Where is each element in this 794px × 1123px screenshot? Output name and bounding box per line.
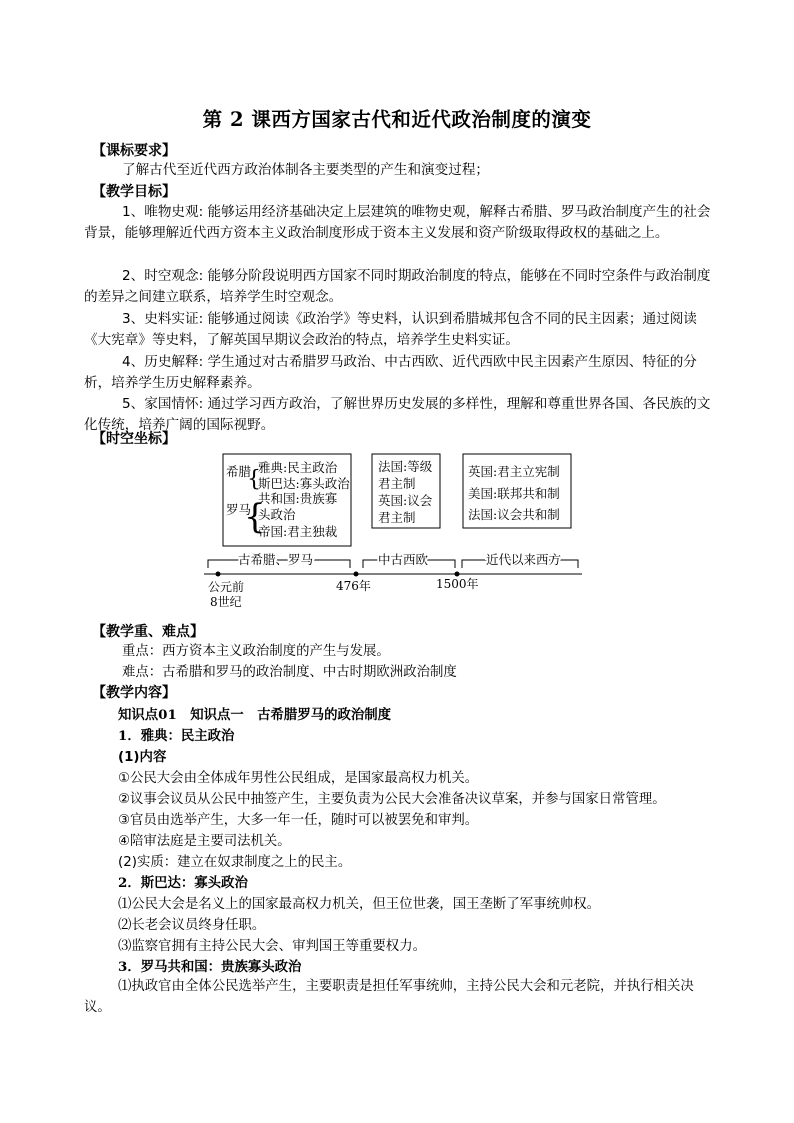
tick-label: 1500年 [436,577,479,591]
tick-dot [216,572,221,577]
keypoint-difficulty: 难点：古希腊和罗马的政治制度、中古时期欧洲政治制度 [122,665,457,680]
subsection-rome: 3．罗马共和国：贵族寡头政治 [118,959,302,975]
section-heading-timeline: 【时空坐标】 [92,431,176,447]
list-item: ⑵长老会议员终身任职。 [118,918,266,933]
period-label: 古希腊、罗马 [238,552,314,567]
list-item: ②议事会议员从公民中抽签产生，主要负责为公民大会准备决议草案，并参与国家日常管理。 [118,792,666,807]
list-item: ⑴执政官由全体公民选举产生，主要职责是担任军事统帅，主持公民大会和元老院，并执行相关决议。 [84,979,694,1016]
section-heading-curriculum: 【课标要求】 [92,143,176,159]
list-item: ③官员由选举产生，大多一年一任，随时可以被罢免和审判。 [118,813,479,828]
section-heading-keypoints: 【教学重、难点】 [92,624,204,640]
list-item: ④陪审法庭是主要司法机关。 [118,834,291,849]
medieval-line: 英国:议会 [378,493,433,508]
brace-greece: { [247,467,261,492]
list-item: ①公民大会由全体成年男性公民组成，是国家最高权力机关。 [118,771,479,786]
essence-line: (2)实质：建立在奴隶制度之上的民主。 [118,855,352,870]
subsection-sparta: 2．斯巴达：寡头政治 [118,875,248,891]
republic-text-1: 共和国:贵族寡 [258,491,338,506]
tick-label: 公元前 [208,580,245,594]
label-rome: 罗马 [226,502,252,517]
tick-label: 8世纪 [210,595,242,609]
section-heading-objectives: 【教学目标】 [92,184,176,200]
republic-text-2: 头政治 [258,507,296,522]
objective-item: 4、历史解释: 学生通过对古希腊罗马政治、中古西欧、近代西欧中民主因素产生原因、特征的分析，培养学生历史解释素养。 [84,354,697,392]
period-label: 中古西欧 [378,552,429,567]
curriculum-text: 了解古代至近代西方政治体制各主要类型的产生和演变过程； [122,162,490,178]
knowledge-point-title: 知识点01 知识点一 古希腊罗马的政治制度 [118,707,392,723]
objective-item: 1、唯物史观: 能够运用经济基础决定上层建筑的唯物史观，解释古希腊、罗马政治制度产生的社会背景，能够理解近代西方资本主义政治制度形成于资本主义发展和资产阶级取得政权的基础之上。 [84,204,711,242]
tick-label: 476年 [336,579,371,593]
list-item: ⑶监察官拥有主持公民大会、审判国王等重要权力。 [118,939,426,954]
subsection-content-label: (1)内容 [118,750,167,765]
keypoint-focus: 重点：西方资本主义政治制度的产生与发展。 [122,644,390,659]
objective-item: 5、家国情怀: 通过学习西方政治，了解世界历史发展的多样性，理解和尊重世界各国、各民族的文化传统，培养广阔的国际视野。 [84,396,711,434]
medieval-line: 君主制 [378,510,416,525]
list-item: ⑴公民大会是名义上的国家最高权力机关，但王位世袭，国王垄断了军事统帅权。 [118,897,601,912]
tick-dot [354,572,359,577]
subsection-athens: 1．雅典：民主政治 [118,728,235,744]
medieval-line: 法国:等级 [378,459,433,474]
label-greece: 希腊 [226,464,252,479]
athens-text: 雅典:民主政治 [258,460,338,475]
modern-line: 法国:议会共和制 [468,507,560,522]
modern-line: 美国:联邦共和制 [468,486,560,501]
section-heading-content: 【教学内容】 [92,685,176,701]
sparta-text: 斯巴达:寡头政治 [258,476,350,491]
modern-line: 英国:君主立宪制 [468,464,560,479]
empire-text: 帝国:君主独裁 [258,524,338,539]
page-title: 第 2 课西方国家古代和近代政治制度的演变 [202,108,592,131]
tick-dot [455,572,460,577]
medieval-line: 君主制 [378,476,416,491]
objective-item: 3、史料实证: 能够通过阅读《政治学》等史料，认识到希腊城邦包含不同的民主因素；通过阅读《大宪章》等史料，了解英国早期议会政治的特点，培养学生史料实证。 [84,311,697,349]
timeline-diagram [200,450,590,612]
brace-rome: { [244,497,266,537]
objective-item: 2、时空观念: 能够分阶段说明西方国家不同时期政治制度的特点，能够在不同时空条件与政治制度的差异之间建立联系，培养学生时空观念。 [84,268,711,306]
period-label: 近代以来西方 [486,552,562,567]
